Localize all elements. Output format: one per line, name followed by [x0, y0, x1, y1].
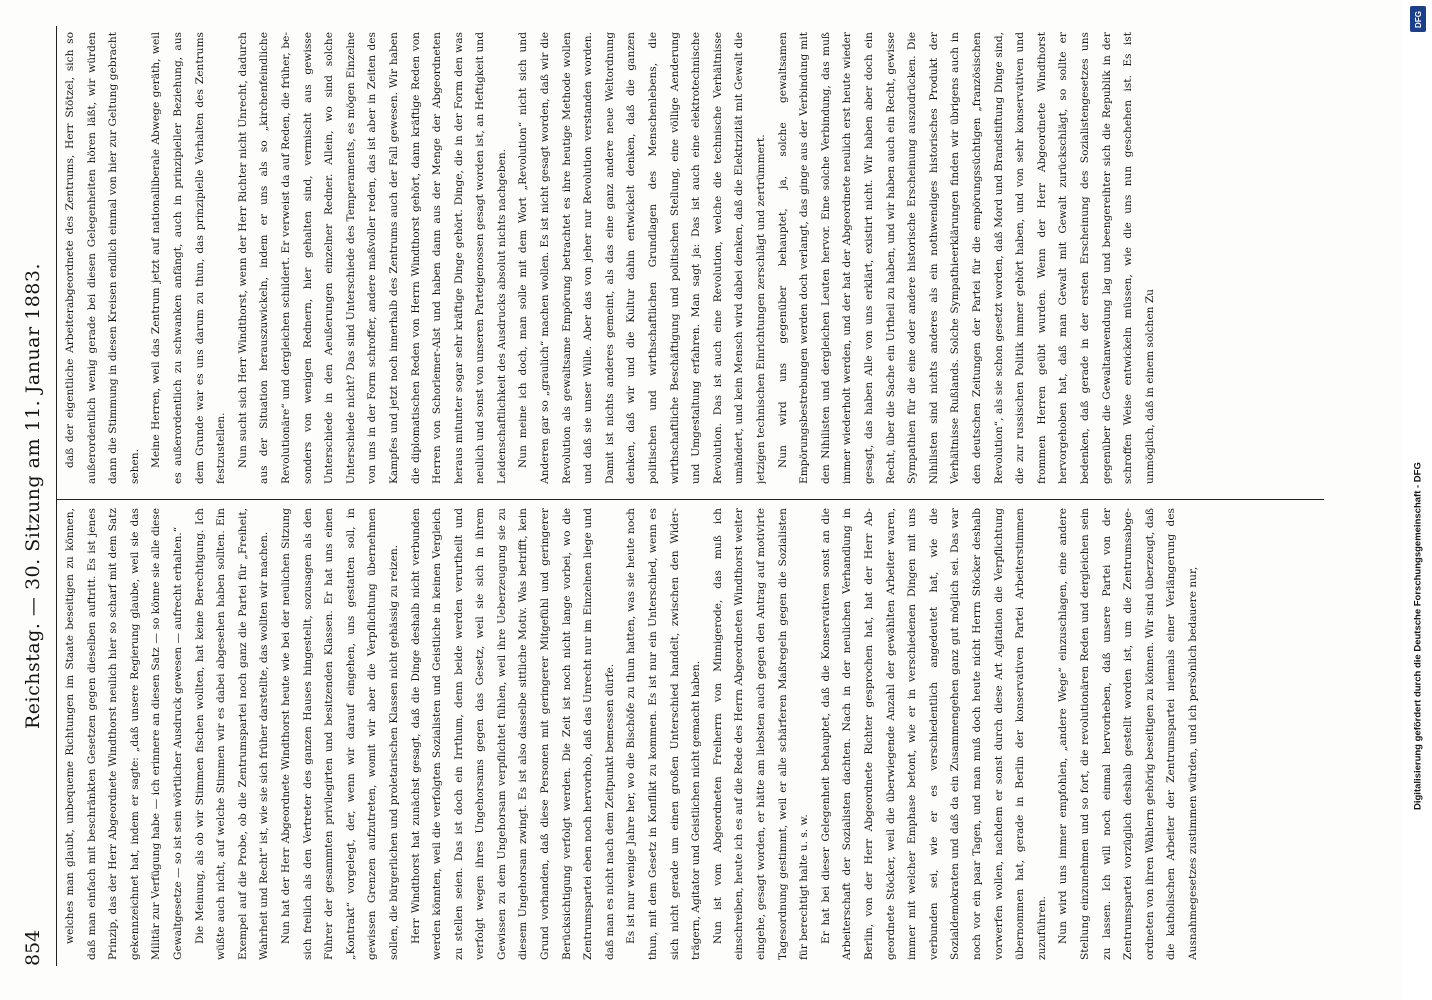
header-rule: [56, 26, 57, 966]
paragraph: Nun sucht sich Herr Windthorst, wenn der Herr Richter nicht Unrecht, dadurch aus der Situation herauszuwickeln, indem er uns als so „kirchenfeindliche Revolutionäre“ und dergleichen schildert. Er verweist da auf Reden, die früher, besonders von wenigen Rednern, hier gehalten sind, vermischt aus gewisse Unterschiede in den Aeußerungen einzelner Redner. Allein, wo sind solche Unterschiede nicht? Das sind Unterschiede des Temperaments, es mögen Einzelne von uns in der Form schroffer, andere maßvoller reden, das ist aber in Zeiten des Kampfes und jetzt noch innerhalb des Zentrums auch der Fall gewesen. Wir haben die diplomatischen Reden von Herrn Windthorst gehört, dann kräftige Reden von Herren von Schorlemer-Alst und haben dann aus der Menge der Abgeordneten heraus mitunter sogar sehr kräftige Dinge gehört. Dinge, die in der Form den was neulich und sonst von unseren Parteigenossen gesagt worden ist, an Heftigkeit und Leidenschaftlichkeit des Ausdrucks absolut nichts nachgeben.: [236, 32, 508, 484]
left-column: [60, 508, 1320, 960]
page-header: [22, 26, 52, 966]
paragraph: Nun wird uns gegenüber behauptet, ja, solche gewaltsamen Empörungsbestrebungen werden doch verlangt, das ginge aus der Verbindung mit den Nihilisten und dergleichen Leuten hervor. Eine solche Verbindung, das muß immer wiederholt werden, und der hat der Abgeordnete neulich erst heute wieder gesagt, das haben Alle von uns erklärt, existirt nicht. Wir haben aber doch ein Recht, über die Sache ein Urtheil zu haben, und wir haben auch ein Recht, gewisse Sympathien für die eine oder andere historische Erscheinung auszudrücken. Die Nihilisten sind nichts anderes als ein nothwendiges historisches Produkt der Verhältnisse Rußlands. Solche Sympathieerklärungen finden wir übrigens auch in den deutschen Zeitungen der Partei für die empörungssüchtigen „französischen Revolution“, als sie schon gesetzt worden, daß Mord und Brandstiftung Dinge sind, die zur russischen Politik immer gehört haben, und von sehr konservativen und frommen Herren geübt wurden. Wenn der Herr Abgeordnete Windthorst hervorgehoben hat, daß man Gewalt mit Gewalt zurückschlägt, so sollte er bedenken, daß gerade in der ersten Erscheinung des Sozialistengesetzes uns gegenüber die Gewaltanwendung lag und beengereihter sich die Republik in der schroffen Weise entwickeln müssen, wie die uns nun geschehen ist. Es ist unmöglich, daß in einem solchen Zu: [776, 32, 1156, 484]
column-divider: [56, 499, 1324, 500]
right-column: [60, 32, 1320, 484]
paragraph: Er hat bei dieser Gelegenheit behauptet, daß die Konservativen sonst an die Arbeiterschaft der Sozialisten dachten. Nach in der neulichen Verhandlung in Berlin, von der Herr Abgeordnete Richter gesprochen hat, hat der Herr Abgeordnete Stöcker, weil die überwiegende Anzahl der gewählten Arbeiter waren, immer mit welcher Emphase betont, wie er in verschiedenen Dingen mit uns verbunden sei, wie er es verschiedentlich angedeutet hat, wie die Sozialdemokraten und daß da ein Zusammengehen ganz gut möglich sei. Das war noch vor ein paar Tagen, und man muß doch heute nicht Herrn Stöcker deshalb vorwerfen wollen, nachdem er sonst durch diese Art Agitation die Verpflichtung übernommen hat, gerade in Berlin der konservativen Partei Arbeiterstimmen zuzuführen.: [819, 508, 1048, 960]
page-number: 854: [22, 929, 44, 966]
running-head: Reichstag. — 30. Sitzung am 11. Januar 1883.: [22, 262, 44, 730]
paragraph: Herr Windthorst hat zunächst gesagt, daß die Dinge deshalb nicht verbunden werden könnten, weil die verfolgten Sozialisten und Geistliche in keinen Vergleich zu stellen seien. Das ist doch ein Irrthum, denn beide werden verurtheilt und verfolgt wegen ihres Ungehorsams gegen das Gesetz, weil sie sich in ihrem Gewissen zu dem Ungehorsam verpflichtet fühlen, weil ihre Ueberzeugung sie zu diesem Ungehorsam zwingt. Es ist also dasselbe sittliche Motiv. Was betrifft, kein Grund vorhanden, daß diese Personen mit geringerer Mitgefühl und geringerer Berücksichtigung verfolgt werden. Die Zeit ist noch nicht lange vorbei, wo die Zentrumspartei eben noch hervorhob, daß das Unrecht nur im Einzelnen liege und daß man es nicht nach dem Zeitpunkt bemessen dürfe.: [409, 508, 616, 960]
paragraph: Nun wird uns immer empfohlen, „andere Wege“ einzuschlagen, eine andere Stellung einzunehmen und so fort, die revolutionären Reden und dergleichen sein zu lassen. Ich will noch einmal hervorheben, daß unsere Partei von der Zentrumspartei vorzüglich deshalb gestellt worden ist, um die Zentrumsabgeordneten von ihren Wählern gehörig beseitigen zu können. Wir sind überzeugt, daß die katholischen Arbeiter der Zentrumspartei niemals einer Verlängerung des Ausnahmegesetzes zustimmen würden, und ich persönlich bedauere nur,: [1057, 508, 1199, 960]
digitization-notice: Digitalisierung gefördert durch die Deutsche Forschungsgemeinschaft - DFG: [1412, 462, 1424, 810]
dfg-logo: [1410, 6, 1426, 32]
paragraph: Nun ist vom Abgeordneten Freiherrn von Minnigerode, das muß ich einschreiben, heute ich es auf die Rede des Herrn Abgeordneten Windthorst weiter eingehe, gesagt worden, er hätte am liebsten auch gegen den Antrag auf motivirte Tagesordnung gestimmt, weil er alle schärferen Maßregeln gegen die Sozialisten für berechtigt halte u. s. w.: [711, 508, 811, 960]
dfg-logo-text: DFG: [1413, 10, 1423, 28]
paragraph: Nun meine ich doch, man solle mit dem Wort „Revolution“ nicht sich und Anderen gar so „graulich“ machen wollen. Es ist nicht gesagt worden, daß wir die Revolution als gewaltsame Empörung betrachtet es ihre heutige Methode wollen und daß sie unser Wille. Aber das von jeher nur Revolution verstanden worden. Damit ist nichts anderes gemeint, als das eine ganz andere neue Weltordnung denken, daß wir und die Kultur dahin entwickelt denken, daß die ganzen politischen und wirthschaftlichen Grundlagen des Menschenlebens, die wirthschaftliche Beschäftigung und politischen Stellung, eine völlige Aenderung und Umgestaltung erfahren. Man sagt ja: Das ist auch eine elektrotechnische Revolution. Das ist auch eine Revolution, welche die technische Verhältnisse umändert, und kein Mensch wird dabei denken, daß die Elektrizität mit Gewalt die jetzigen technischen Einrichtungen zerschlägt und zertrümmert.: [517, 32, 767, 484]
paragraph: daß der eigentliche Arbeiterabgeordnete des Zentrums, Herr Stötzel, sich so außerordentlich wenig gerade bei diesen Gelegenheiten hören läßt, wir würden dann die Stimmung in diesen Kreisen endlich einmal von hier zur Geltung gebracht sehen.: [64, 32, 141, 484]
paragraph: Es ist nur wenige Jahre her, wo die Bischöfe zu thun hatten, was sie heute noch thun, mit dem Gesetz in Konflikt zu kommen. Es ist nur ein Unterschied, wenn es sich nicht gerade um einen großen Unterschied handelt, zwischen den Widerträgern, Agitator und Geistlichen nicht gemacht haben.: [625, 508, 703, 960]
paragraph: welches man glaubt, unbequeme Richtungen im Staate beseitigen zu können, daß man einfach mit beschränkten Gesetzen gegen dieselben auftritt. Es ist jenes Prinzip, das der Herr Abgeordnete Windthorst neulich hier so scharf mit dem Satz gekennzeichnet hat, indem er sagte: „daß unsere Regierung glaube, weil sie das Militär zur Verfügung habe — ich erinnere an diesen Satz — so könne sie alle diese Gewaltgesetze — so ist sein wörtlicher Ausdruck gewesen — aufrecht erhalten.“: [64, 508, 184, 960]
paragraph: Meine Herren, weil das Zentrum jetzt auf nationalliberale Abwege geräth, weil es außerordentlich zu schwanken anfängt, auch in prinzipieller Beziehung, aus dem Grunde war es uns darum zu thun, das prinzipielle Verhalten des Zentrums festzustellen.: [150, 32, 228, 484]
paragraph: Nun hat der Herr Abgeordnete Windthorst heute wie bei der neulichen Sitzung sich freilich als den Vertreter des ganzen Hauses hingestellt, sozusagen als den Führer der gesammten privilegirten und besitzenden Klassen. Er hat uns einen „Kontrakt“ vorgelegt, der, wenn wir darauf eingehen, uns gestatten soll, in gewissen Grenzen aufzutreten, womit wir aber die Verpflichtung übernehmen sollen, die bürgerlichen und proletarischen Klassen nicht gehässig zu reizen.: [279, 508, 400, 960]
paragraph: Die Meinung, als ob wir Stimmen fischen wollten, hat keine Berechtigung. Ich wüßte auch nicht, auf welche Stimmen wir es dabei abgesehen haben sollten. Ein Exempel auf die Probe, ob die Zentrumspartei noch ganz die Partei für „Freiheit, Wahrheit und Recht“ ist, wie sie sich früher darstellte, das wollten wir machen.: [193, 508, 271, 960]
